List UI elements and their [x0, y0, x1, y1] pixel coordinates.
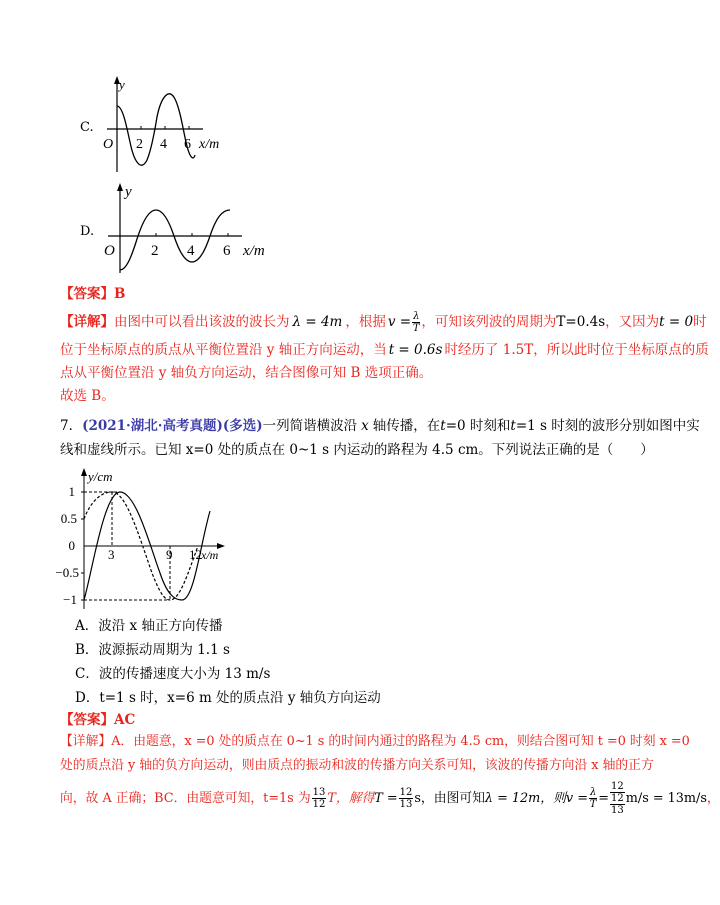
y-tick: 0.5 [60, 511, 77, 526]
c-tick-2: 2 [136, 137, 143, 152]
detail-1-line-3: 点从平衡位置沿 y 轴负方向运动，结合图像可知 B 选项正确。 [60, 365, 433, 381]
option-c-graph [95, 72, 235, 182]
detail-2-line-1: 【详解】A．由题意，x =0 处的质点在 0~1 s 的时间内通过的路程为 4.5 cm，则结合图可知 t =0 时刻 x =0 [60, 734, 690, 749]
answer-2: 【答案】AC [60, 712, 136, 728]
option-c-label: C. [80, 120, 94, 135]
detail-1-line-2: 位于坐标原点的质点从平衡位置沿 y 轴正方向运动，当 t = 0.6s 时经历了 1.5T，所以此时位于坐标原点的质 [60, 342, 709, 358]
option-c: C．波的传播速度大小为 13 m/s [75, 666, 271, 682]
d-origin: O [104, 243, 115, 259]
detail-1-text: ，可知该列波的周期为 [421, 314, 557, 330]
detail-1-tag: 【详解】 [60, 314, 114, 330]
detail-1-t0: t = 0 [659, 314, 694, 330]
c-tick-4: 4 [160, 137, 167, 152]
d-y-label: y [125, 184, 132, 200]
detail-1-period: T=0.4s [556, 314, 606, 330]
y-tick: −1 [63, 592, 77, 607]
x-tick: 12 [189, 547, 202, 562]
detail-1-line-1 [60, 311, 707, 334]
c-y-label: y [119, 77, 125, 92]
option-d: D．t=1 s 时，x=6 m 处的质点沿 y 轴负方向运动 [75, 690, 381, 706]
detail-1-text: 时 [693, 314, 707, 330]
option-d-label: D. [80, 224, 95, 239]
detail-2-line-3: 向，故 A 正确；BC．由题意可知，t=1s 为 $\frac{13}{12}$ T，解得T = $\frac{12}{13}$ s，由图可知λ = 12m，则v = $\frac{\lambda}{T}$ = 12 12 13 m/s = 13m/s， [60, 781, 720, 816]
option-d-graph [100, 178, 280, 278]
y-tick: −0.5 [55, 565, 79, 580]
d-tick-2: 2 [151, 243, 159, 259]
c-origin: O [103, 137, 114, 152]
option-a: A．波沿 x 轴正方向传播 [75, 618, 223, 634]
x-tick: 9 [166, 547, 173, 562]
c-x-label: x/m [199, 137, 220, 152]
detail-1-fraction: $\frac{\lambda}{T}$ [412, 311, 420, 334]
c-tick-6: 6 [184, 137, 191, 152]
detail-1-line-4: 故选 B。 [60, 388, 115, 404]
detail-2-line-2: 处的质点沿 y 轴的负方向运动，则由质点的振动和波的传播方向关系可知，该波的传播方向沿 x 轴的正方 [60, 758, 654, 773]
wave-graph [55, 463, 230, 613]
graph-y-label: y/cm [88, 469, 113, 484]
answer-1: 【答案】B [60, 286, 126, 302]
question-7-line-2: 线和虚线所示。已知 x=0 处的质点在 0~1 s 内运动的路程为 4.5 cm。下列说法正确的是（ ） [60, 442, 654, 458]
d-x-label: x/m [243, 243, 265, 259]
detail-1-text: ，根据 [345, 314, 386, 330]
y-tick: 0 [68, 538, 75, 553]
graph-x-label: x/m [201, 548, 219, 562]
detail-1-text: ，又因为 [605, 314, 660, 330]
detail-1-lambda: λ = 4m [292, 314, 343, 330]
d-tick-4: 4 [187, 243, 195, 259]
detail-1-text: 由图中可以看出该波的波长为 [114, 314, 290, 330]
question-7-line-1: 7．(2021·湖北·高考真题)(多选)一列简谐横波沿 x 轴传播，在t=0 时刻和t=1 s 时刻的波形分别如图中实 [60, 418, 700, 434]
x-tick: 3 [108, 547, 115, 562]
d-tick-6: 6 [223, 243, 231, 259]
option-b: B．波源振动周期为 1.1 s [75, 642, 230, 658]
y-tick: 1 [68, 484, 75, 499]
detail-1-v: v = [387, 314, 412, 330]
